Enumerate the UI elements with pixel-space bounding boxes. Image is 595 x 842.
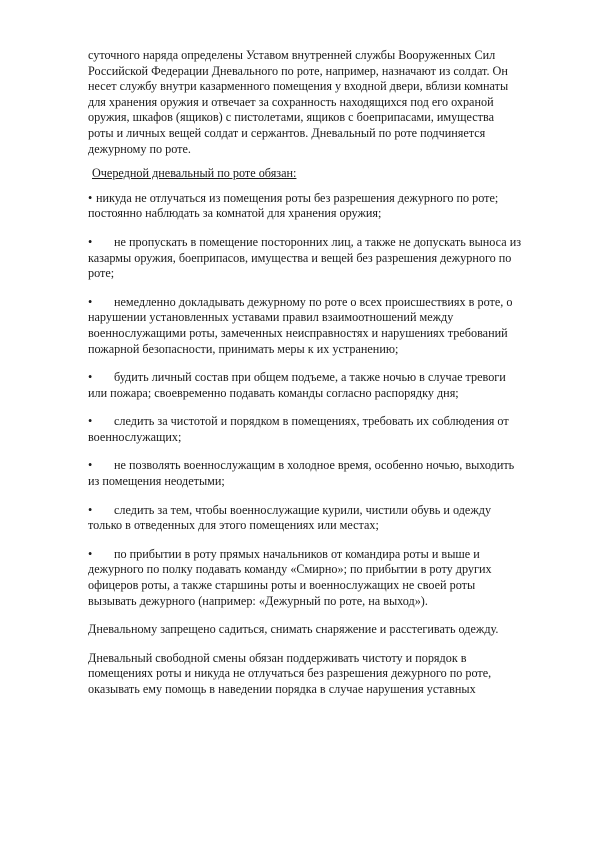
duty-item — [88, 503, 522, 534]
duty-text: не пропускать в помещение посторонних лиц, а также не допускать выноса из казармы оружия, боеприпасов, имущества и вещей без разрешения дежурного по роте; — [88, 234, 522, 281]
prohibition-paragraph: Дневальному запрещено садиться, снимать снаряжение и расстегивать одежду. — [88, 622, 499, 637]
duty-text: по прибытии в роту прямых начальников от командира роты и выше и дежурного по полку подавать команду «Смирно»; по прибытии в роту других офицеров роты, а также старшины роты и военнослужащих не своей роты вызывать дежурного (например: «Дежурный по роте, на выход»). — [88, 546, 492, 608]
bullet-marker: • — [88, 502, 93, 517]
duty-text: немедленно докладывать дежурному по роте о всех происшествиях в роте, о нарушении установленных уставами правил взаимоотношений между военнослужащими роты, замеченных неисправностях и нарушениях требований пожарной безопасности, принимать меры к их устранению; — [88, 294, 513, 356]
bullet-marker: • — [88, 190, 93, 205]
duty-item — [88, 295, 522, 357]
duty-item — [88, 414, 522, 445]
intro-paragraph: суточного наряда определены Уставом внутренней службы Вооруженных Сил Российской Федерации Дневального по роте, например, назначают из солдат. Он несет службу внутри казарменного помещения у входной двери, вблизи комнаты для хранения оружия и отвечает за сохранность находящихся под его охраной оружия, шкафов (ящиков) с пистолетами, ящиков с боеприпасами, имущества роты и личных вещей солдат и сержантов. Дневальный по роте подчиняется дежурному по роте. — [88, 48, 509, 156]
bullet-marker: • — [88, 458, 93, 473]
bullet-marker: • — [88, 414, 93, 429]
duty-text: не позволять военнослужащим в холодное время, особенно ночью, выходить из помещения неодетыми; — [88, 458, 515, 489]
bullet-marker: • — [88, 294, 93, 309]
duty-text: никуда не отлучаться из помещения роты без разрешения дежурного по роте; постоянно наблюдать за комнатой для хранения оружия; — [88, 190, 499, 221]
duties-heading: Очередной дневальный по роте обязан: — [92, 166, 297, 181]
duty-item — [88, 191, 522, 222]
duty-text: будить личный состав при общем подъеме, а также ночью в случае тревоги или пожара; своевременно подавать команды согласно распорядку дня; — [88, 370, 506, 400]
free-shift-paragraph: Дневальный свободной смены обязан поддерживать чистоту и порядок в помещениях роты и никуда не отлучаться без разрешения дежурного по роте, оказывать ему помощь в наведении порядка в случае нарушения уставных — [88, 650, 492, 696]
duty-text: следить за тем, чтобы военнослужащие курили, чистили обувь и одежду только в отведенных для этого помещениях или местах; — [88, 502, 492, 533]
duty-item — [88, 235, 522, 282]
duty-item — [88, 370, 522, 401]
bullet-marker: • — [88, 546, 93, 561]
duty-item — [88, 547, 522, 609]
bullet-marker: • — [88, 370, 93, 385]
duty-item — [88, 458, 522, 489]
bullet-marker: • — [88, 234, 93, 249]
duty-text: следить за чистотой и порядком в помещениях, требовать их соблюдения от военнослужащих; — [88, 414, 509, 444]
document-page — [88, 48, 522, 698]
